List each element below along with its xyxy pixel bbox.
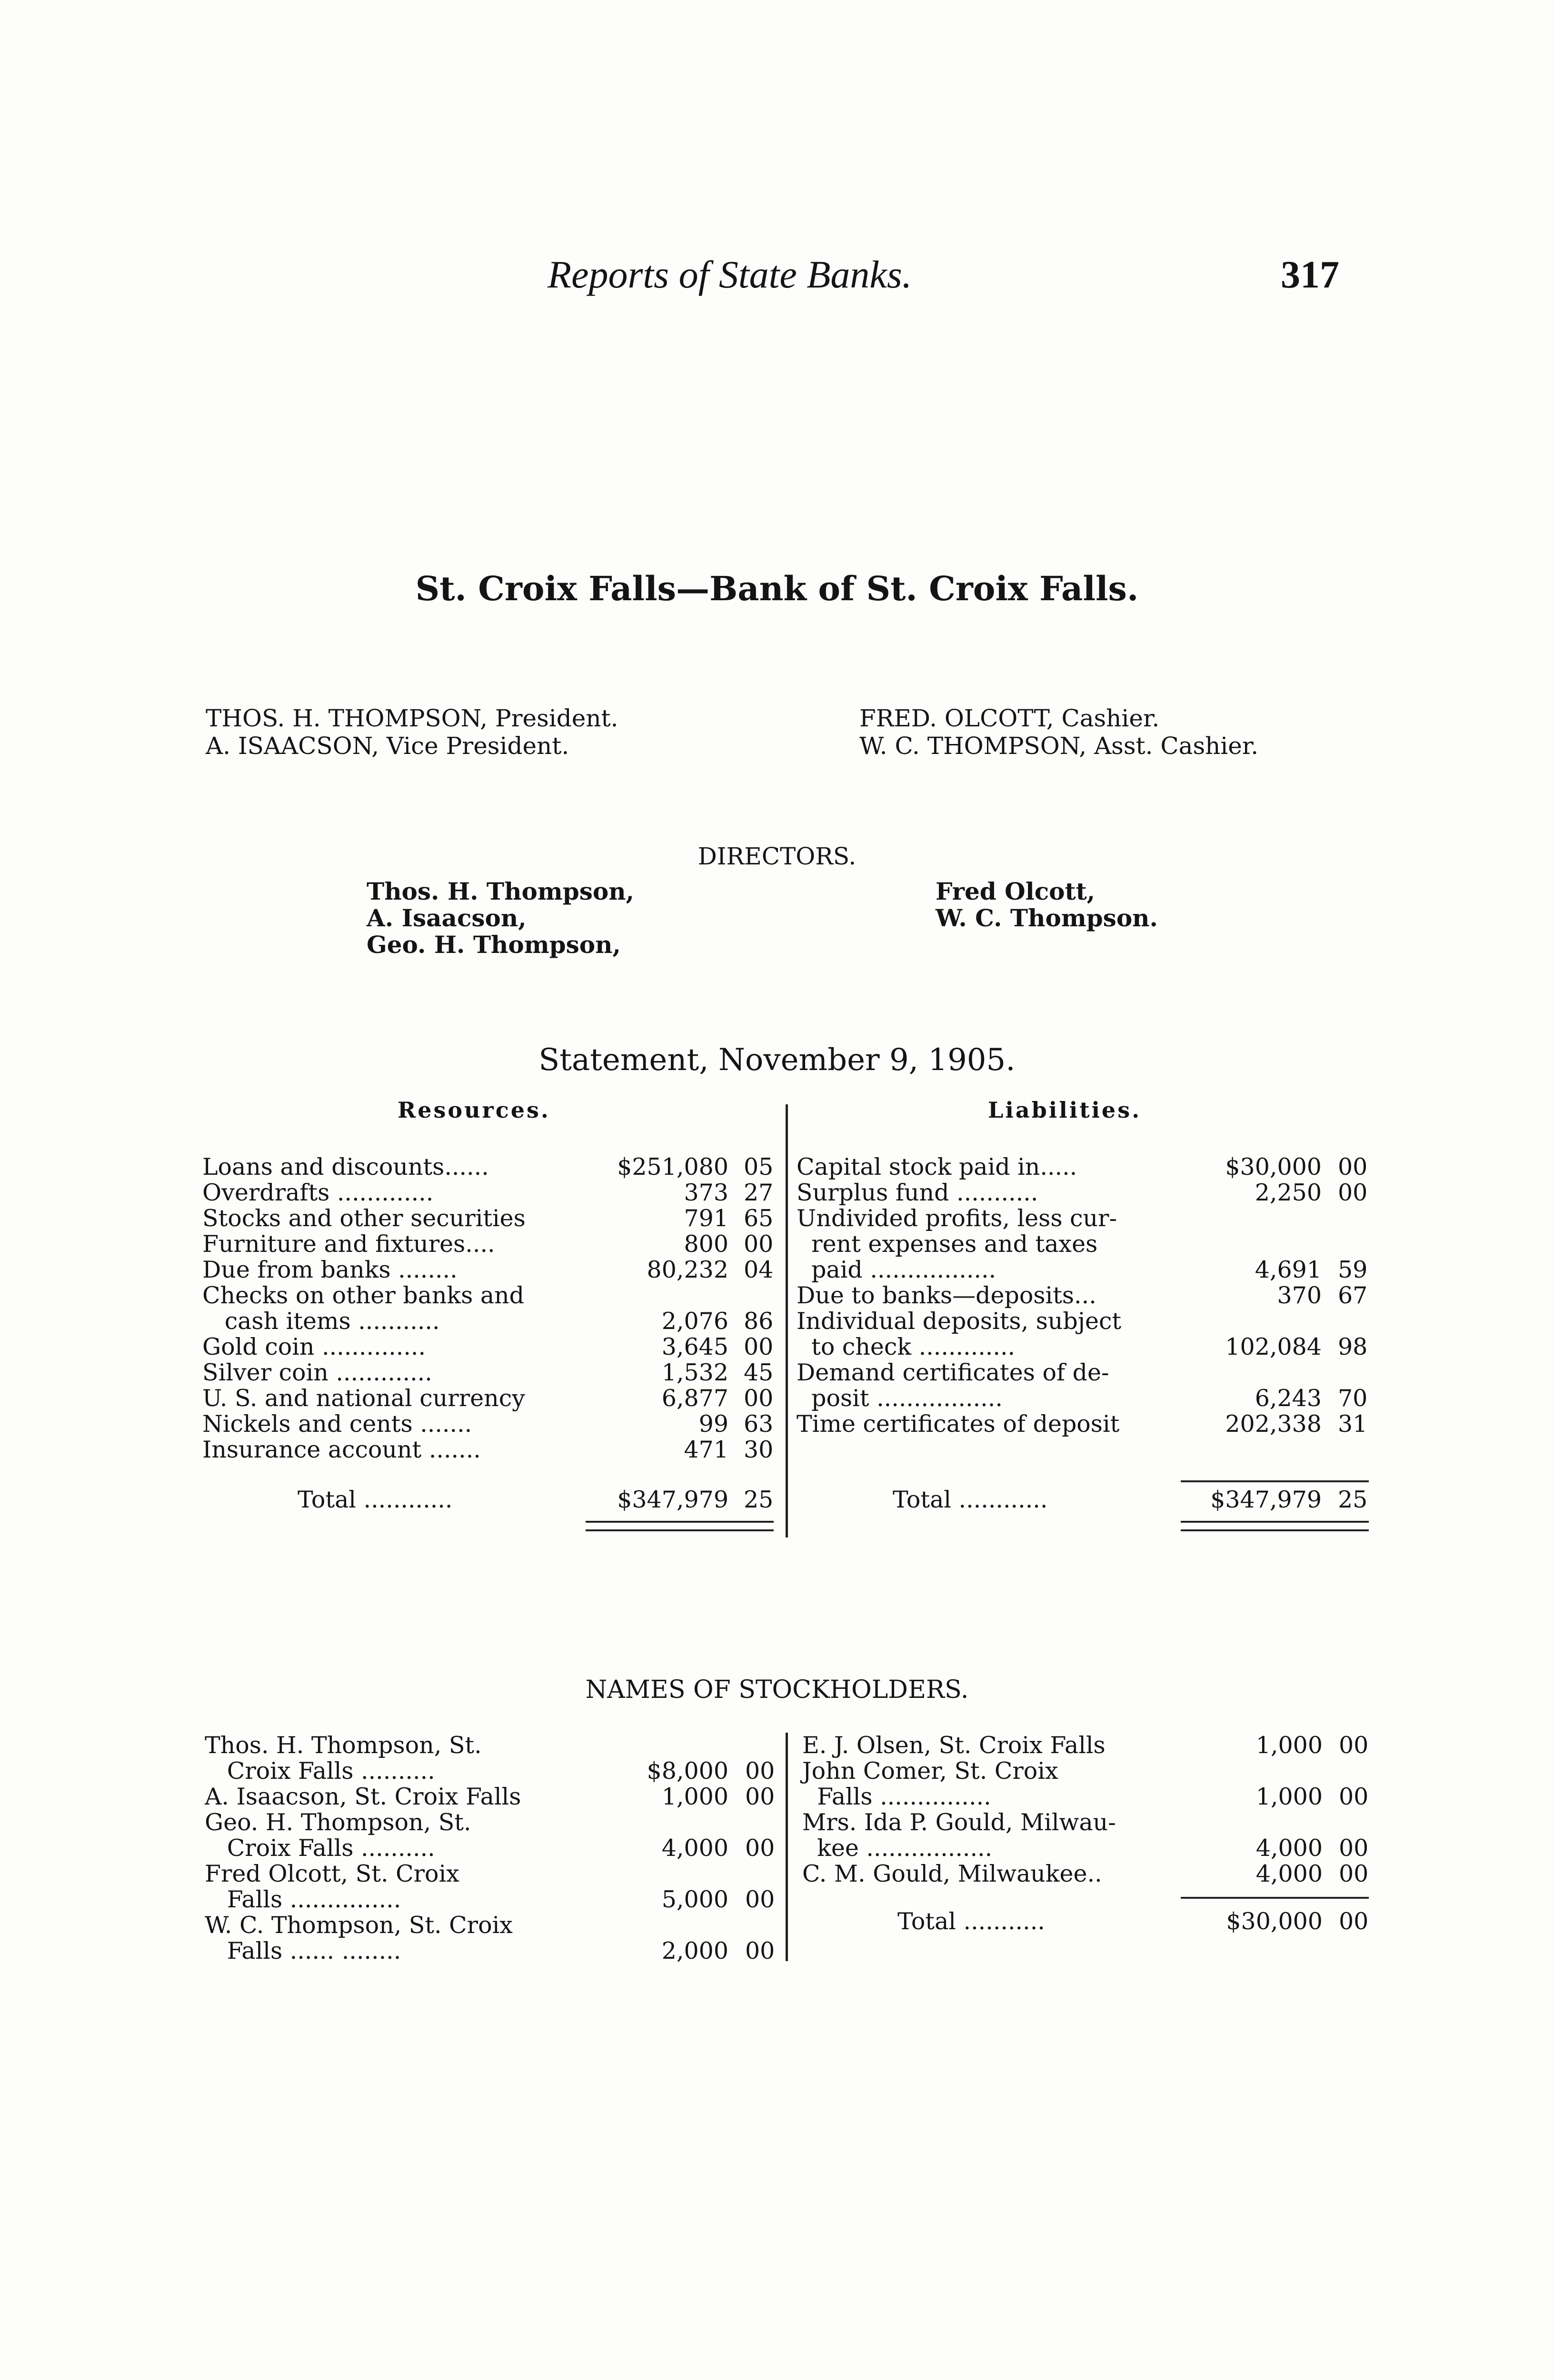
row-label: Nickels and cents .......	[202, 1410, 472, 1438]
stockholder-row	[205, 1810, 788, 1835]
row-label: Undivided profits, less cur-	[797, 1205, 1117, 1232]
row-dollars: 2,250	[1255, 1179, 1322, 1206]
row-dollars: 373	[684, 1179, 728, 1206]
row-cents: 00	[745, 1835, 775, 1862]
row-label: Stocks and other securities	[202, 1205, 526, 1232]
resources-total-row	[298, 1487, 787, 1513]
row-label: Geo. H. Thompson, St.	[205, 1809, 471, 1836]
row-label: Loans and discounts......	[202, 1153, 489, 1180]
row-cents: 00	[744, 1385, 774, 1412]
row-cents: 45	[744, 1359, 774, 1386]
liabilities-row	[797, 1411, 1381, 1437]
liabilities-row	[797, 1334, 1381, 1360]
resources-row	[202, 1411, 787, 1437]
row-label: A. Isaacson, St. Croix Falls	[205, 1783, 521, 1810]
resources-row	[202, 1437, 787, 1463]
row-label: Fred Olcott, St. Croix	[205, 1860, 459, 1887]
liabilities-row	[797, 1231, 1381, 1257]
stockholder-row	[205, 1861, 788, 1887]
row-label: paid .................	[797, 1256, 996, 1283]
resources-row	[202, 1231, 787, 1257]
row-label: Overdrafts .............	[202, 1179, 434, 1206]
row-label: Falls ...............	[802, 1783, 991, 1810]
row-dollars: $347,979	[617, 1486, 728, 1513]
row-dollars: 4,691	[1255, 1256, 1322, 1283]
liabilities-row	[797, 1180, 1381, 1206]
row-dollars: 202,338	[1225, 1410, 1322, 1438]
page-number: 317	[1281, 253, 1339, 296]
stockholders-heading: NAMES OF STOCKHOLDERS.	[585, 1676, 969, 1704]
stockholder-row	[205, 1758, 788, 1784]
stockholder-row	[205, 1938, 788, 1964]
row-label: C. M. Gould, Milwaukee..	[802, 1860, 1102, 1887]
director-name: Geo. H. Thompson,	[367, 931, 621, 959]
stockholder-row	[205, 1733, 788, 1758]
row-cents: 00	[745, 1937, 775, 1964]
row-dollars: 102,084	[1225, 1333, 1322, 1360]
row-label: Silver coin .............	[202, 1359, 432, 1386]
row-dollars: 1,000	[1255, 1783, 1323, 1810]
row-label: Demand certificates of de-	[797, 1359, 1109, 1386]
row-label: Gold coin ..............	[202, 1333, 426, 1360]
row-label: U. S. and national currency	[202, 1385, 525, 1412]
row-dollars: 6,877	[661, 1385, 728, 1412]
running-title: Reports of State Banks.	[548, 253, 912, 296]
stockholder-row	[802, 1733, 1382, 1758]
row-cents: 67	[1338, 1282, 1368, 1309]
row-label: to check .............	[797, 1333, 1016, 1360]
row-dollars: $30,000	[1225, 1153, 1322, 1180]
row-dollars: 471	[684, 1436, 728, 1463]
row-cents: 00	[745, 1886, 775, 1913]
row-cents: 59	[1338, 1256, 1368, 1283]
director-name: Thos. H. Thompson,	[367, 877, 634, 905]
row-label: Due from banks ........	[202, 1256, 458, 1283]
row-label: Thos. H. Thompson, St.	[205, 1732, 482, 1759]
row-cents: 63	[744, 1410, 774, 1438]
officer-vice-president: A. ISAACSON, Vice President.	[206, 732, 569, 760]
row-label: Due to banks—deposits...	[797, 1282, 1096, 1309]
resources-row	[202, 1334, 787, 1360]
row-dollars: 1,000	[661, 1783, 728, 1810]
row-cents: 30	[744, 1436, 774, 1463]
row-dollars: 4,000	[1255, 1835, 1323, 1862]
row-dollars: 2,076	[661, 1308, 728, 1335]
row-cents: 25	[744, 1486, 774, 1513]
row-label: Total ............	[298, 1486, 453, 1513]
row-dollars: 5,000	[661, 1886, 728, 1913]
row-label: kee .................	[802, 1835, 993, 1862]
row-label: Insurance account .......	[202, 1436, 481, 1463]
officer-president: THOS. H. THOMPSON, President.	[206, 704, 618, 732]
stockholders-total-row	[897, 1909, 1382, 1934]
row-dollars: 80,232	[647, 1256, 728, 1283]
liabilities-total-double-rule	[1181, 1521, 1369, 1531]
resources-row	[202, 1360, 787, 1386]
row-label: Surplus fund ...........	[797, 1179, 1038, 1206]
stockholder-row	[205, 1913, 788, 1938]
row-cents: 00	[1338, 1179, 1368, 1206]
director-name: Fred Olcott,	[936, 877, 1096, 905]
directors-heading: DIRECTORS.	[697, 843, 857, 870]
stockholder-row	[802, 1835, 1382, 1861]
row-dollars: 1,000	[1255, 1732, 1323, 1759]
row-cents: 25	[1338, 1486, 1368, 1513]
resources-row	[202, 1283, 787, 1309]
stockholder-row	[205, 1887, 788, 1913]
liabilities-total-row	[893, 1487, 1381, 1513]
row-dollars: $251,080	[617, 1153, 728, 1180]
row-cents: 00	[744, 1333, 774, 1360]
row-label: Falls ...............	[205, 1886, 401, 1913]
officer-cashier: FRED. OLCOTT, Cashier.	[859, 704, 1160, 732]
row-label: John Comer, St. Croix	[802, 1757, 1058, 1785]
row-dollars: 791	[684, 1205, 728, 1232]
row-cents: 31	[1338, 1410, 1368, 1438]
row-dollars: 800	[684, 1230, 728, 1258]
row-dollars: $347,979	[1210, 1486, 1322, 1513]
row-cents: 00	[1338, 1153, 1368, 1180]
resources-row	[202, 1309, 787, 1334]
liabilities-row	[797, 1206, 1381, 1231]
row-label: cash items ...........	[202, 1308, 440, 1335]
row-label: Croix Falls ..........	[205, 1757, 435, 1785]
liabilities-row	[797, 1309, 1381, 1334]
row-label: Total ...........	[897, 1908, 1045, 1935]
row-cents: 70	[1338, 1385, 1368, 1412]
row-dollars: 3,645	[661, 1333, 728, 1360]
row-cents: 00	[1339, 1860, 1369, 1887]
row-cents: 86	[744, 1308, 774, 1335]
liabilities-row	[797, 1257, 1381, 1283]
row-label: Capital stock paid in.....	[797, 1153, 1077, 1180]
row-cents: 00	[745, 1783, 775, 1810]
row-dollars: 99	[698, 1410, 728, 1438]
row-cents: 00	[745, 1757, 775, 1785]
row-dollars: 1,532	[661, 1359, 728, 1386]
stockholder-row	[802, 1810, 1382, 1835]
stockholder-row	[205, 1784, 788, 1810]
director-name: A. Isaacson,	[367, 904, 527, 932]
liabilities-row	[797, 1283, 1381, 1309]
stockholder-row	[802, 1784, 1382, 1810]
stockholders-total-rule	[1181, 1897, 1369, 1899]
row-label: Checks on other banks and	[202, 1282, 524, 1309]
row-label: rent expenses and taxes	[797, 1230, 1098, 1258]
liabilities-row	[797, 1154, 1381, 1180]
row-label: Croix Falls ..........	[205, 1835, 435, 1862]
resources-heading: Resources.	[398, 1097, 550, 1123]
row-label: Mrs. Ida P. Gould, Milwau-	[802, 1809, 1116, 1836]
row-label: Individual deposits, subject	[797, 1308, 1122, 1335]
row-dollars: 6,243	[1255, 1385, 1322, 1412]
row-cents: 27	[744, 1179, 774, 1206]
row-dollars: 4,000	[1255, 1860, 1323, 1887]
stockholder-row	[802, 1758, 1382, 1784]
resources-row	[202, 1180, 787, 1206]
resources-row	[202, 1386, 787, 1411]
liabilities-row	[797, 1360, 1381, 1386]
row-label: Furniture and fixtures....	[202, 1230, 495, 1258]
statement-title: Statement, November 9, 1905.	[538, 1042, 1016, 1078]
row-dollars: 2,000	[661, 1937, 728, 1964]
resources-row	[202, 1206, 787, 1231]
row-label: Falls ...... ........	[205, 1937, 401, 1964]
row-cents: 05	[744, 1153, 774, 1180]
liabilities-row	[797, 1386, 1381, 1411]
resources-row	[202, 1154, 787, 1180]
officer-asst-cashier: W. C. THOMPSON, Asst. Cashier.	[859, 732, 1259, 760]
stockholder-row	[205, 1835, 788, 1861]
row-cents: 00	[744, 1230, 774, 1258]
bank-title: St. Croix Falls—Bank of St. Croix Falls.	[415, 569, 1139, 608]
row-cents: 00	[1339, 1732, 1369, 1759]
liabilities-heading: Liabilities.	[988, 1097, 1142, 1123]
row-label: posit .................	[797, 1385, 1003, 1412]
row-cents: 04	[744, 1256, 774, 1283]
row-dollars: $8,000	[647, 1757, 728, 1785]
row-dollars: $30,000	[1226, 1908, 1323, 1935]
row-cents: 00	[1339, 1908, 1369, 1935]
row-dollars: 4,000	[661, 1835, 728, 1862]
row-cents: 00	[1339, 1783, 1369, 1810]
director-name: W. C. Thompson.	[936, 904, 1158, 932]
row-label: W. C. Thompson, St. Croix	[205, 1912, 513, 1939]
row-label: E. J. Olsen, St. Croix Falls	[802, 1732, 1106, 1759]
resources-row	[202, 1257, 787, 1283]
row-label: Time certificates of deposit	[797, 1410, 1120, 1438]
liabilities-total-rule	[1181, 1480, 1369, 1482]
row-dollars: 370	[1277, 1282, 1322, 1309]
row-label: Total ............	[893, 1486, 1048, 1513]
row-cents: 00	[1339, 1835, 1369, 1862]
stockholder-row	[802, 1861, 1382, 1887]
row-cents: 98	[1338, 1333, 1368, 1360]
row-cents: 65	[744, 1205, 774, 1232]
resources-total-double-rule	[586, 1521, 774, 1531]
